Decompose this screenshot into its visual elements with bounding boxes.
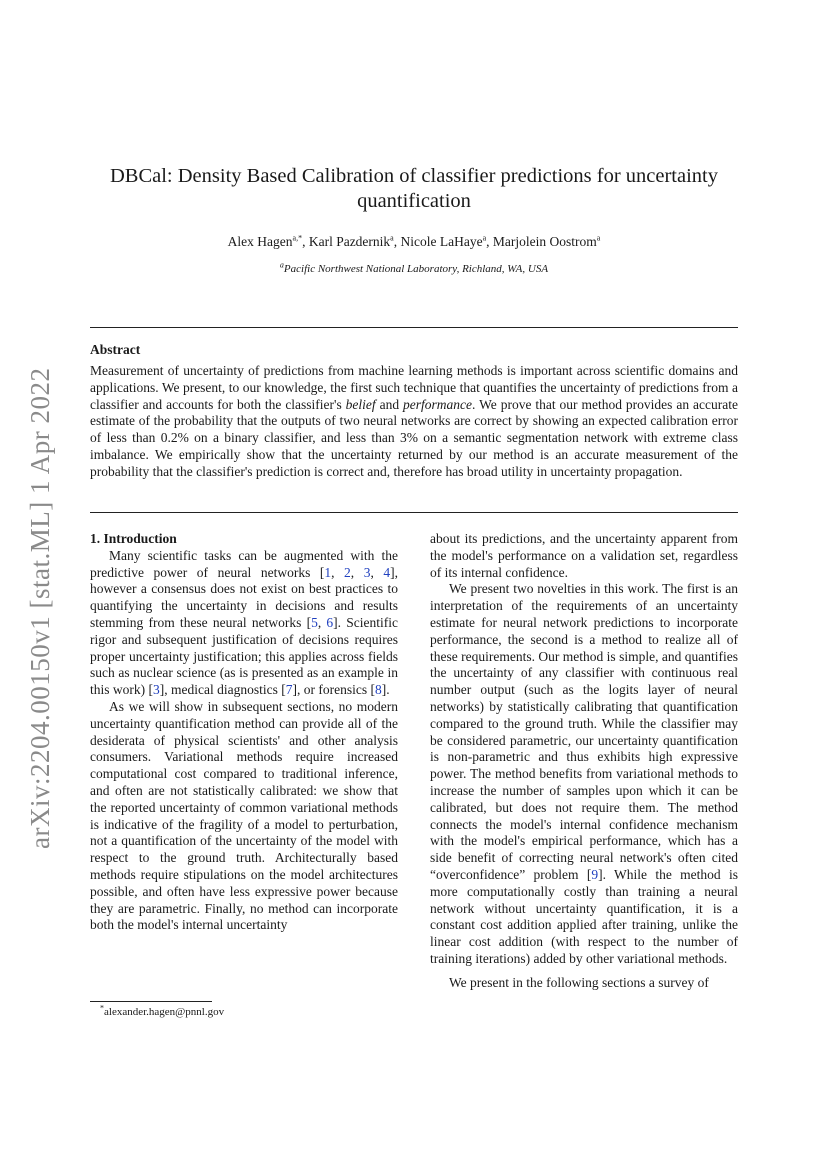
- text-run: ], medical diagnostics [: [159, 682, 286, 698]
- citation-link[interactable]: 3: [153, 682, 160, 698]
- citation-link[interactable]: 2: [344, 564, 351, 580]
- affiliation: [90, 260, 738, 275]
- text-run: . We prove that our method provides an accurate estimate of the probability that the outputs of two neural networks are correct by showing an expected calibration error of less than 0.2% on a binary classifier, and less than 3% on a semantic segmentation network with extreme class imbalance. We empirically show that the uncertainty returned by our method is an accurate measurement of the probability that the classifier's prediction is correct and, therefore has broad utility in uncertainty propagation.: [90, 396, 738, 479]
- author-name: Nicole LaHaye: [400, 234, 483, 249]
- citation-link[interactable]: 7: [285, 682, 293, 698]
- citation-link[interactable]: 6: [326, 614, 334, 630]
- citation-link[interactable]: 9: [591, 866, 599, 882]
- footnote-rule: [90, 1001, 212, 1002]
- footnote: [100, 1003, 225, 1018]
- author-list: Alex Hagen$^{a,*}$, Karl Pazdernik$^a$, Nicole LaHaye$^a$, Marjolein Oostrom$^a$: [227, 233, 601, 249]
- author-name: Alex Hagen: [227, 234, 293, 249]
- text-run: We present in the following sections a survey of: [449, 974, 709, 990]
- author-name: Karl Pazdernik: [308, 234, 391, 249]
- abstract-top-rule: [90, 327, 738, 328]
- citation-link[interactable]: 5: [311, 614, 318, 630]
- text-run: ,: [370, 564, 384, 580]
- text-run: ,: [317, 614, 327, 630]
- text-run: As we will show in subsequent sections, no modern uncertainty quantification method can provide all of the desiderata of physical scientists' and other analysis consumers. Variational methods require increased computational cost compared to traditional inference, and often are not statistically calibrated: we show that the reported uncertainty of common variational methods is indicative of the fragility of a model to perturbation, not a quantification of the uncertainty of the model with respect to the ground truth. Architecturally based methods require stipulations on the model architectures possible, and often have less expressive power because they are parametric. Finally, no method can incorporate both the model's internal uncertainty: [90, 698, 398, 933]
- author-name: Marjolein Oostrom: [492, 234, 597, 249]
- citation-link[interactable]: 3: [363, 564, 371, 580]
- left-column: [90, 531, 398, 934]
- paragraph: [90, 548, 398, 699]
- text-run: ], however a consensus does not exist on best practices to quantifying the uncertainty in decisions and results stemming from these neural networks [: [90, 564, 399, 630]
- text-run: Measurement of uncertainty of predictions from machine learning methods is important across scientific domains and applications. We present, to our knowledge, the first such technique that quantifies the uncertainty of predictions from a classifier and accounts for both the classifier's: [90, 363, 738, 412]
- footnote-marker: *: [100, 1003, 104, 1013]
- citation-link[interactable]: 1: [324, 564, 332, 580]
- paragraph: [430, 581, 738, 967]
- affiliation-text: Pacific Northwest National Laboratory, Richland, WA, USA: [283, 263, 549, 275]
- affiliation-marker: a: [279, 260, 284, 270]
- citation-link[interactable]: 4: [383, 564, 391, 580]
- author-marker: a: [390, 233, 394, 243]
- text-run: about its predictions, and the uncertainty apparent from the model's performance on a validation set, regardless of its internal confidence.: [430, 531, 738, 580]
- abstract-text: [90, 363, 738, 481]
- author-marker: a: [482, 233, 487, 243]
- text-run: ]. While the method is more computationally costly than training a neural network without uncertainty quantification, it is a constant cost addition applied after training, unlike the linear cost addition (with respect to the number of training iterations) added by other variational methods.: [430, 866, 738, 966]
- right-column: [430, 531, 738, 992]
- author-marker: a,*: [292, 233, 303, 243]
- text-run: Many scientific tasks can be augmented with the predictive power of neural networks [: [90, 547, 398, 580]
- paragraph: [430, 975, 738, 992]
- emphasis-text: belief: [345, 396, 376, 412]
- paper-title: DBCal: Density Based Calibration of classifier predictions for uncertainty quantification: [109, 165, 718, 212]
- text-run: ,: [350, 564, 364, 580]
- text-run: ,: [331, 564, 345, 580]
- citation-link[interactable]: 8: [374, 682, 382, 698]
- text-run: ], or forensics [: [292, 682, 375, 698]
- paragraph: [430, 531, 738, 581]
- footnote-email: alexander.hagen@pnnl.gov: [104, 1006, 225, 1018]
- abstract-heading: Abstract: [90, 342, 141, 357]
- paragraph: [90, 699, 398, 934]
- emphasis-text: performance: [403, 396, 473, 412]
- abstract-bottom-rule: [90, 512, 738, 513]
- author-marker: a: [596, 233, 601, 243]
- arxiv-identifier-stamp: arXiv:2204.00150v1 [stat.ML] 1 Apr 2022: [25, 367, 55, 849]
- text-run: and: [375, 396, 404, 412]
- section-heading: 1. Introduction: [90, 531, 177, 546]
- text-run: ]. Scientific rigor and subsequent justification of decisions requires proper uncertainty justification; this applies across fields such as nuclear science (as is presented as an example in this work) [: [90, 614, 398, 698]
- text-run: ].: [381, 682, 390, 698]
- text-run: We present two novelties in this work. The first is an interpretation of the requirements of an uncertainty estimate for neural network predictions to incorporate performance, the second is a method to realize all of these requirements. Our method is simple, and quantifies the uncertainty of any classifier with continuous real number output (such as the logits layer of neural networks) by statistically calibrating that quantification compared to the ground truth. While the classifier may be considered parametric, our uncertainty quantification is non-parametric and thus exhibits high expressive power. The method benefits from variational methods to increase the number of samples upon which it can be calibrated, but does not require them. The method connects the model's internal confidence mechanism with the model's empirical performance, which has a side benefit of correcting neural network's often cited “overconfidence” problem [: [430, 581, 738, 882]
